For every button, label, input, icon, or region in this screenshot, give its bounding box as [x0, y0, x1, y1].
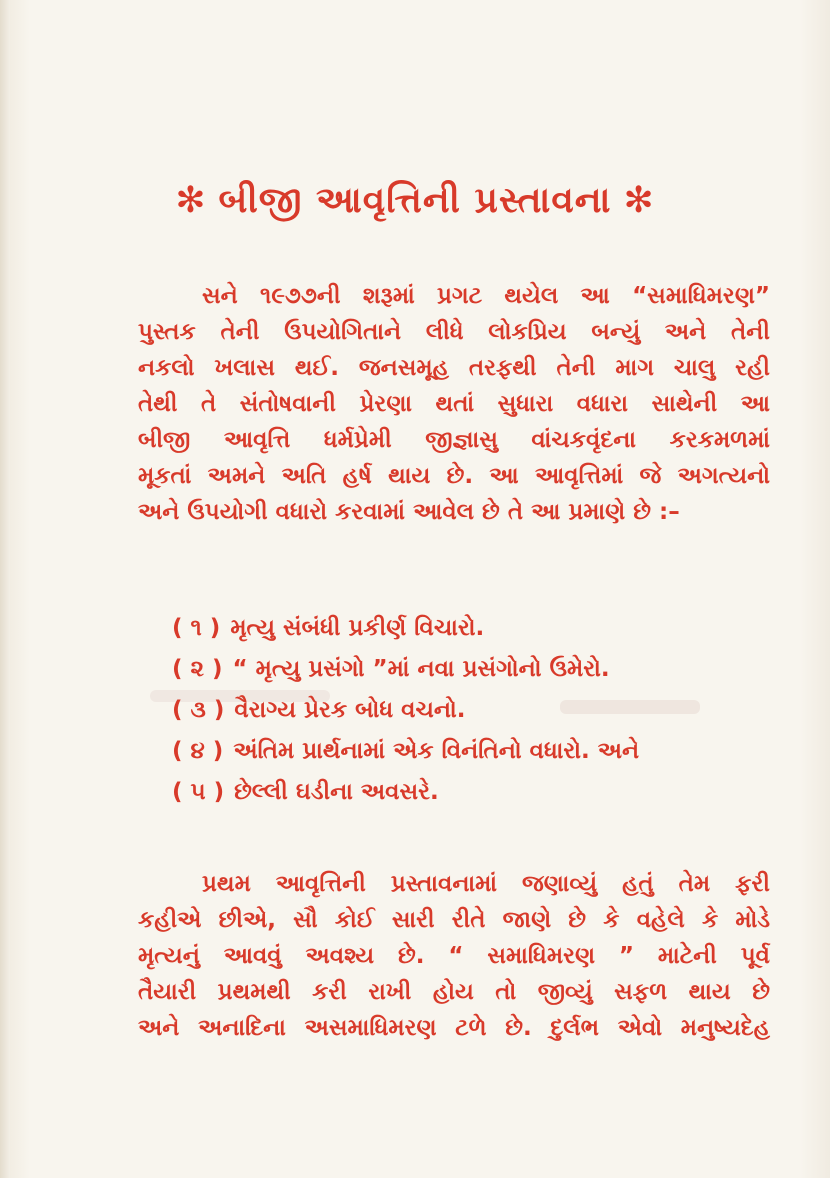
list-item-text: મૃત્યુ સંબંધી પ્રકીર્ણ વિચારો.	[230, 615, 485, 641]
list-item-text: છેલ્લી ઘડીના અવસરે.	[234, 779, 439, 805]
list-item	[172, 649, 639, 690]
asterisk-icon: ✻	[623, 180, 655, 221]
paragraph-line: નકલો ખલાસ થઈ. જનસમૂહ તરફથી તેની માગ ચાલુ રહી	[138, 355, 770, 381]
paragraph-line: સને ૧૯૭૭ની શરૂમાં પ્રગટ થયેલ આ “સમાધિમરણ”	[202, 283, 770, 309]
paragraph-line: કહીએ છીએ, સૌ કોઈ સારી રીતે જાણે છે કે વહેલે કે મોડે	[138, 907, 770, 933]
list-item-text: “ મૃત્યુ પ્રસંગો ”માં નવા પ્રસંગોનો ઉમેરો.	[232, 656, 610, 682]
additions-list	[172, 608, 639, 813]
paragraph-2	[138, 866, 770, 1046]
list-item-number: ( ૧ )	[172, 615, 221, 641]
paragraph-line: તૈયારી પ્રથમથી કરી રાખી હોય તો જીવ્યું સફળ થાય છે	[138, 979, 770, 1005]
asterisk-icon: ✻	[175, 180, 207, 221]
list-item-text: અંતિમ પ્રાર્થનામાં એક વિનંતિનો વધારો. અને	[233, 738, 640, 764]
paragraph-line: પુસ્તક તેની ઉપયોગિતાને લીધે લોકપ્રિય બન્યું અને તેની	[138, 319, 770, 345]
paragraph-line: મૂકતાં અમને અતિ હર્ષ થાય છે. આ આવૃત્તિમાં જે અગત્યનો	[138, 463, 770, 489]
list-item-number: ( ૫ )	[172, 779, 225, 805]
list-item-number: ( ૪ )	[172, 738, 224, 764]
paragraph-1	[138, 278, 770, 530]
page-title-text: બીજી આવૃત્તિની પ્રસ્તાવના	[218, 180, 612, 221]
paragraph-line: મૃત્યનું આવવું અવશ્ય છે. “ સમાધિમરણ ” માટેની પૂર્વ	[138, 943, 770, 969]
list-item-number: ( ૩ )	[172, 697, 225, 723]
paragraph-line: તેથી તે સંતોષવાની પ્રેરણા થતાં સુધારા વધારા સાથેની આ	[138, 391, 770, 417]
list-item	[172, 690, 639, 731]
list-item	[172, 772, 639, 813]
paragraph-line: પ્રથમ આવૃત્તિની પ્રસ્તાવનામાં જણાવ્યું હતું તેમ ફરી	[202, 871, 770, 897]
paragraph-line: અને ઉપયોગી વધારો કરવામાં આવેલ છે તે આ પ્રમાણે છે :–	[138, 499, 680, 525]
list-item	[172, 731, 639, 772]
paragraph-line: અને અનાદિના અસમાધિમરણ ટળે છે. દુર્લભ એવો મનુષ્યદેહ	[138, 1015, 770, 1041]
page-title	[0, 180, 830, 222]
list-item-number: ( ૨ )	[172, 656, 223, 682]
list-item-text: વૈરાગ્ય પ્રેરક બોધ વચનો.	[234, 697, 466, 723]
paragraph-line: બીજી આવૃત્તિ ધર્મપ્રેમી જીજ્ઞાસુ વાંચકવૃંદના કરકમળમાં	[138, 427, 770, 453]
list-item	[172, 608, 639, 649]
page-binding-edge	[0, 0, 10, 1178]
